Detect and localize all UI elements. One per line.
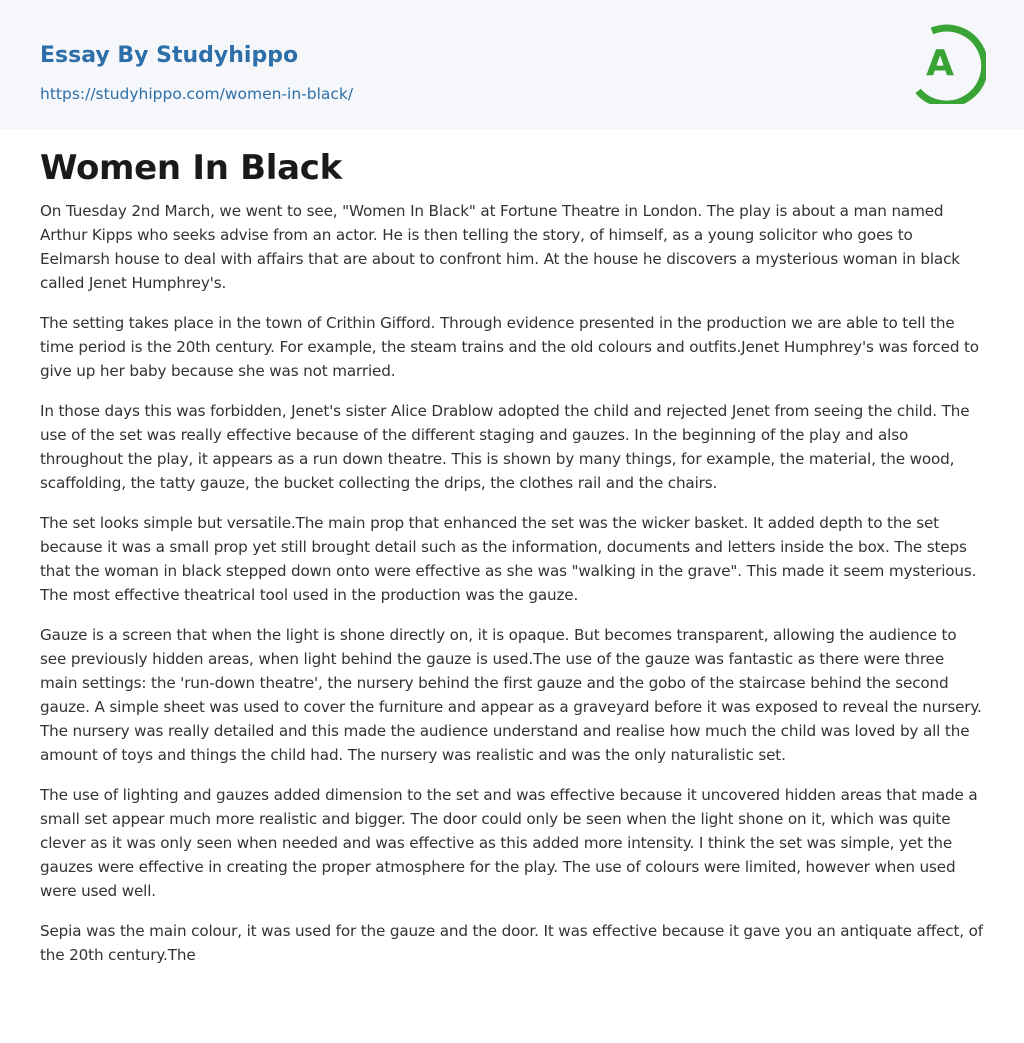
paragraph-6: The use of lighting and gauzes added dimension to the set and was effective because it uncovered hidden areas that made a small set appear much more realistic and bigger. The door could only be seen when the light shone on it, which was quite clever as it was only seen when needed and was effective as this added more intensity. I think the set was simple, yet the gauzes were effective in creating the proper atmosphere for the play. The use of colours were limited, however when used were used well. [40,786,978,900]
site-brand[interactable]: Essay By Studyhippo [40,43,299,68]
paragraph-1: On Tuesday 2nd March, we went to see, "Women In Black" at Fortune Theatre in London. The play is about a man named Arthur Kipps who seeks advise from an actor. He is then telling the story, of himself, as a young solicitor who goes to Eelmarsh house to deal with affairs that are about to confront him. At the house he discovers a mysterious woman in black called Jenet Humphrey's. [40,202,960,292]
article-body [40,199,984,967]
logo-letter: A [926,43,954,84]
studyhippo-logo[interactable] [912,20,986,104]
article-title: Women In Black [40,148,342,188]
paragraph-7: Sepia was the main colour, it was used for the gauze and the door. It was effective because it gave you an antiquate affect, of the 20th century.The [40,922,983,964]
paragraph-3: In those days this was forbidden, Jenet's sister Alice Drablow adopted the child and rejected Jenet from seeing the child. The use of the set was really effective because of the different staging and gauzes. In the beginning of the play and also throughout the play, it appears as a run down theatre. This is shown by many things, for example, the material, the wood, scaffolding, the tatty gauze, the bucket collecting the drips, the clothes rail and the chairs. [40,402,970,492]
logo-a-icon [912,20,986,104]
page-header [0,0,1024,129]
paragraph-5: Gauze is a screen that when the light is shone directly on, it is opaque. But becomes transparent, allowing the audience to see previously hidden areas, when light behind the gauze is used.The use of the gauze was fantastic as there were three main settings: the 'run-down theatre', the nursery behind the first gauze and the gobo of the staircase behind the second gauze. A simple sheet was used to cover the furniture and appear as a graveyard before it was exposed to reveal the nursery. The nursery was really detailed and this made the audience understand and realise how much the child was loved by all the amount of toys and things the child had. The nursery was realistic and was the only naturalistic set. [40,626,982,764]
paragraph-2: The setting takes place in the town of Crithin Gifford. Through evidence presented in the production we are able to tell the time period is the 20th century. For example, the steam trains and the old colours and outfits.Jenet Humphrey's was forced to give up her baby because she was not married. [40,314,979,380]
paragraph-4: The set looks simple but versatile.The main prop that enhanced the set was the wicker basket. It added depth to the set because it was a small prop yet still brought detail such as the information, documents and letters inside the box. The steps that the woman in black stepped down onto were effective as she was "walking in the grave". This made it seem mysterious. The most effective theatrical tool used in the production was the gauze. [40,514,977,604]
essay-url-link[interactable]: https://studyhippo.com/women-in-black/ [40,85,354,103]
